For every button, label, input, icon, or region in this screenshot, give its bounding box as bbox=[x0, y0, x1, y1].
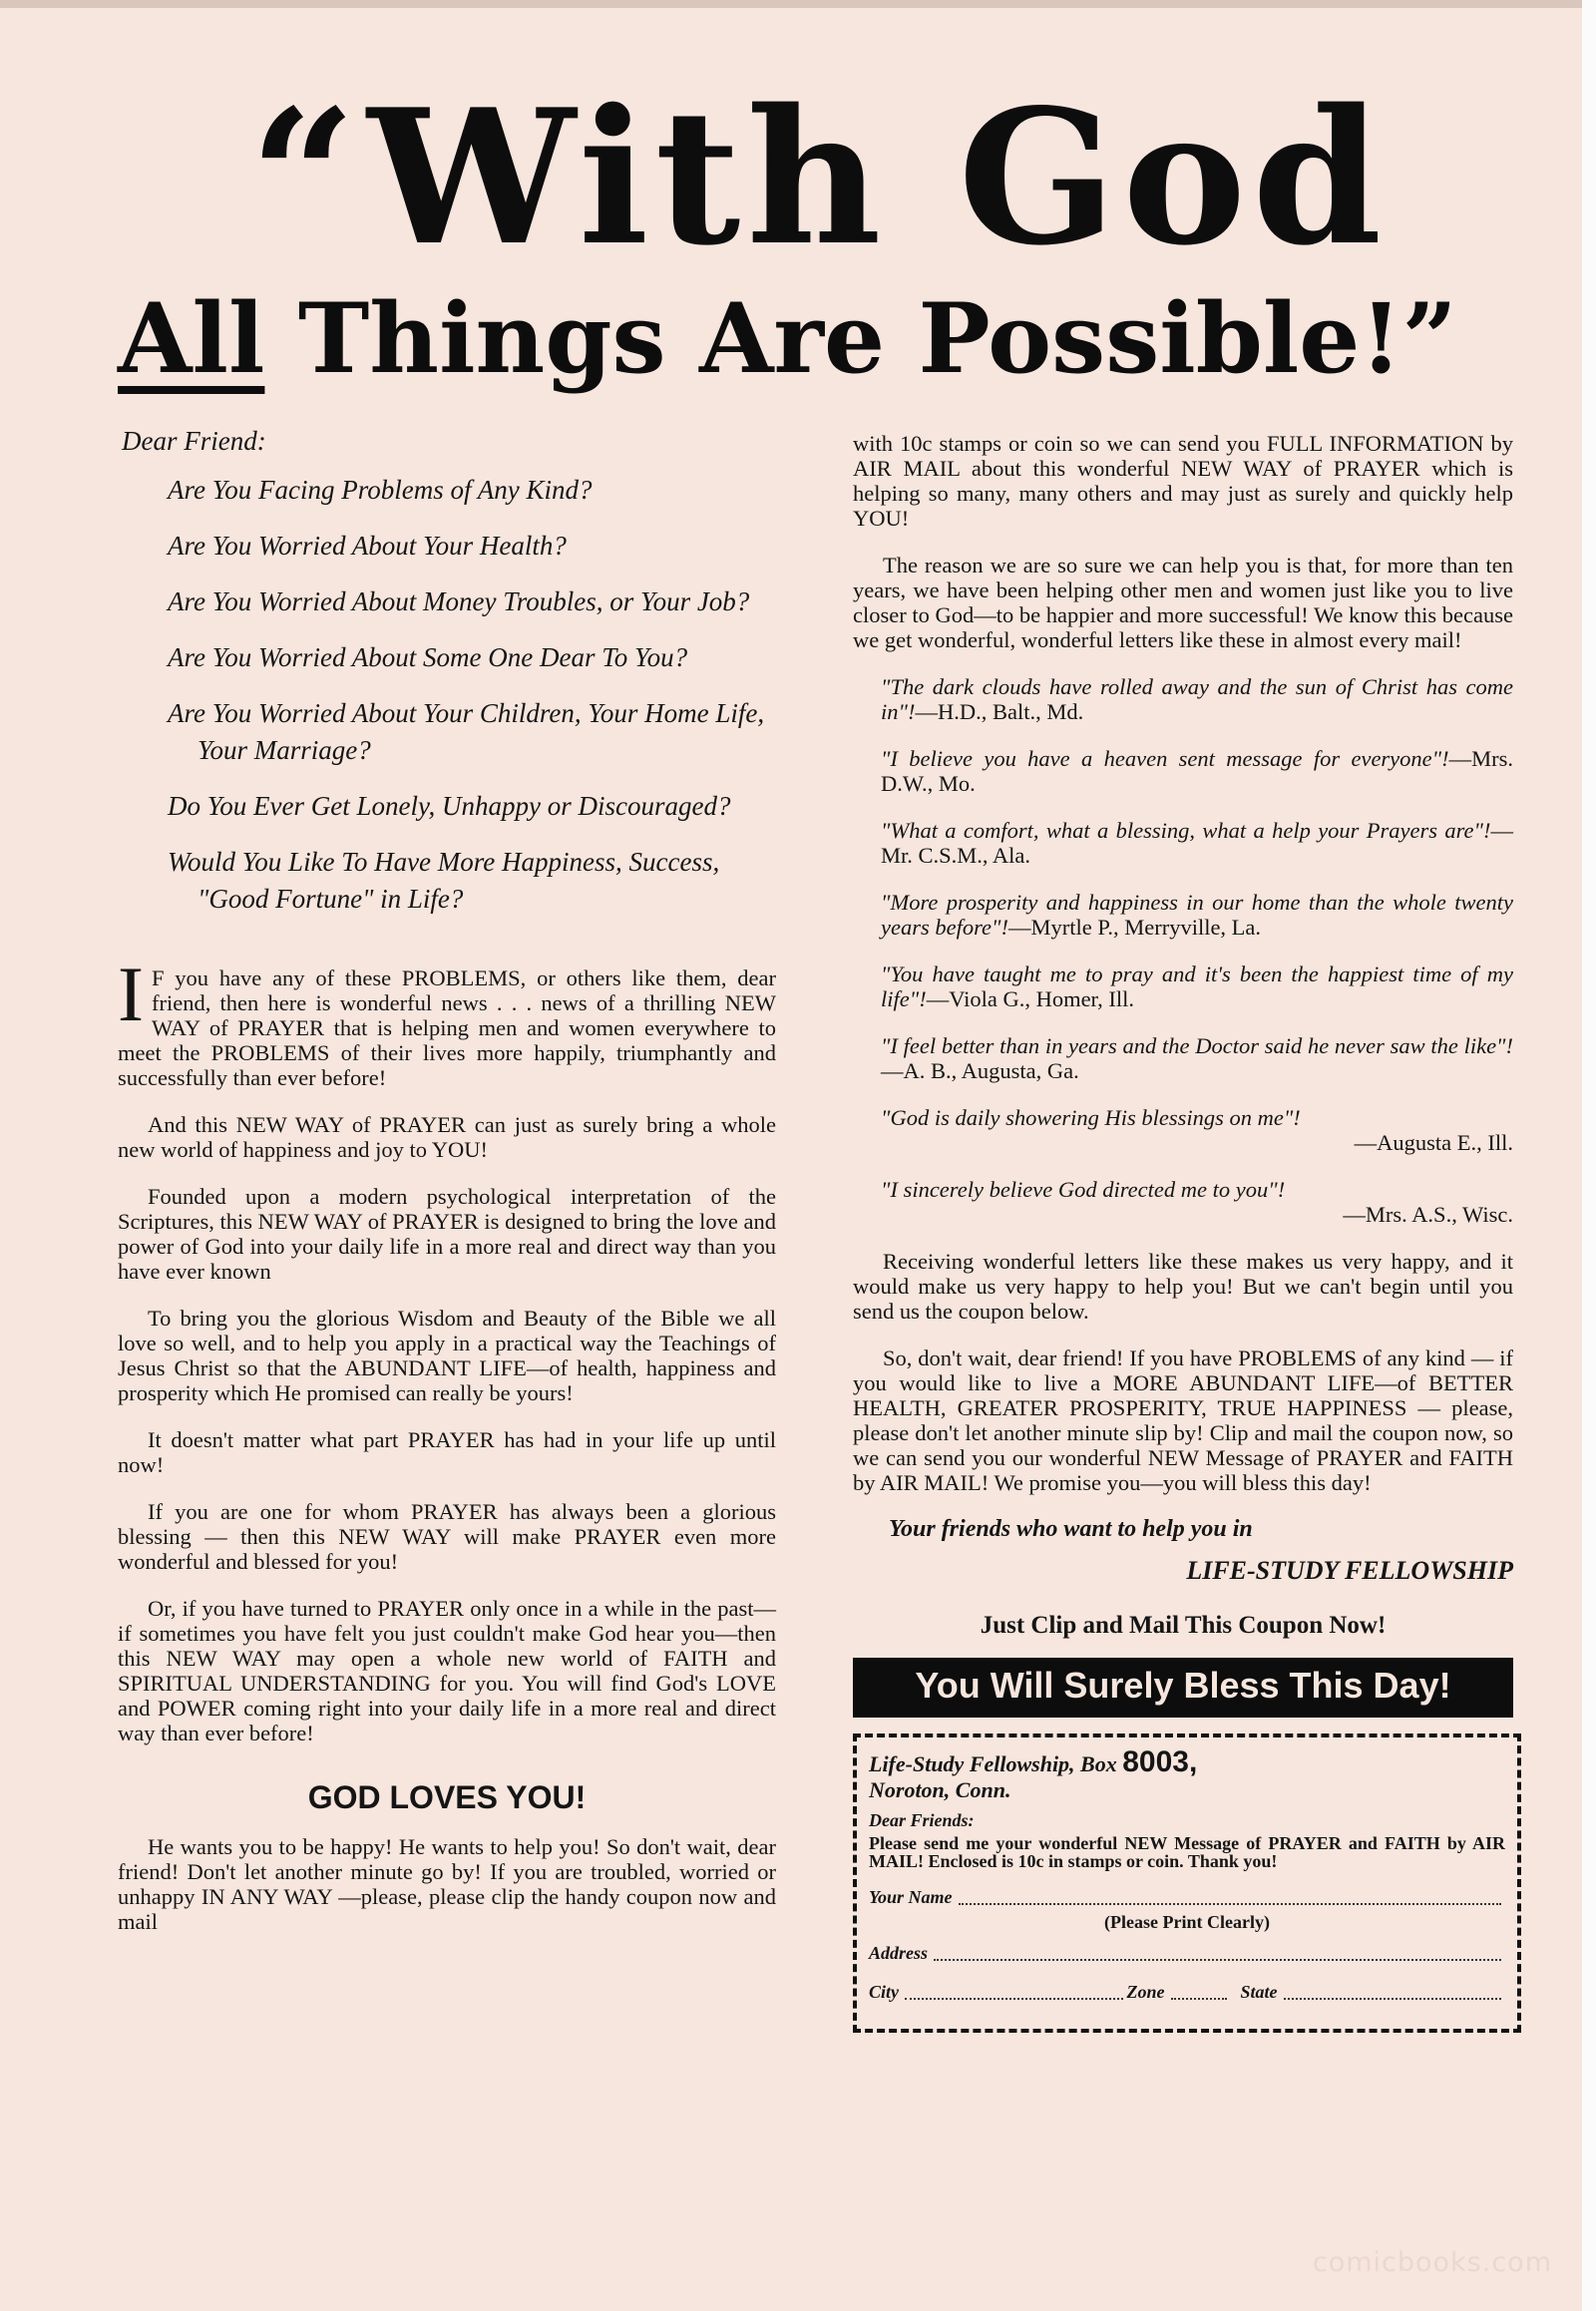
right-column bbox=[853, 431, 1513, 2033]
page-edge bbox=[1582, 0, 1596, 2311]
clip-instruction: Just Clip and Mail This Coupon Now! bbox=[980, 1612, 1387, 1639]
testimonial-signature: —Viola G., Homer, Ill. bbox=[926, 986, 1135, 1011]
testimonial-signature: —Mr. C.S.M., Ala. bbox=[881, 818, 1513, 868]
testimonial-signature: —H.D., Balt., Md. bbox=[915, 699, 1084, 724]
body-paragraph: Receiving wonderful letters like these makes us very happy, and it would make us very happy to help you! But we can't begin until you send us the coupon below. bbox=[853, 1249, 1513, 1324]
question: Are You Facing Problems of Any Kind? bbox=[168, 475, 593, 505]
coupon-banner: You Will Surely Bless This Day! bbox=[853, 1658, 1513, 1718]
testimonial-quote: "God is daily showering His blessings on me"! bbox=[881, 1105, 1301, 1130]
testimonial-signature: —A. B., Augusta, Ga. bbox=[881, 1058, 1079, 1083]
left-column bbox=[118, 426, 776, 1956]
name-line[interactable] bbox=[959, 1901, 1501, 1905]
testimonial-quote: "I feel better than in years and the Doctor said he never saw the like"! bbox=[881, 1033, 1513, 1058]
coupon-address-line-2: Noroton, Conn. bbox=[869, 1777, 1011, 1802]
testimonial-quote: "You have taught me to pray and it's been the happiest time of my life"! bbox=[881, 962, 1513, 1011]
testimonial-quote: "The dark clouds have rolled away and the sun of Christ has come in"! bbox=[881, 674, 1513, 724]
city-line[interactable] bbox=[905, 1996, 1123, 2000]
headline-underlined-word: All bbox=[118, 282, 265, 395]
page-top-strip bbox=[0, 0, 1586, 8]
testimonial-signature: —Mrs. A.S., Wisc. bbox=[1343, 1202, 1513, 1227]
zone-line[interactable] bbox=[1171, 1996, 1227, 2000]
testimonial-signature: —Augusta E., Ill. bbox=[1354, 1130, 1513, 1155]
coupon-address-line-1: Life-Study Fellowship, Box bbox=[869, 1751, 1123, 1776]
state-label: State bbox=[1240, 1982, 1278, 2002]
greeting: Dear Friend: bbox=[122, 426, 266, 456]
body-paragraph: Or, if you have turned to PRAYER only once in a while in the past—if sometimes you have felt you just couldn't make God hear you—then this NEW WAY may open a whole new world of FAITH and SPIRITUAL UNDERSTANDING for you. You will find God's LOVE and POWER coming right into your daily life in a more real and direct way than ever before! bbox=[118, 1596, 776, 1745]
body-paragraph: So, don't wait, dear friend! If you have PROBLEMS of any kind — if you would like to live a MORE ABUNDANT LIFE—of BETTER HEALTH, GREATER PROSPERITY, TRUE HAPPINESS — please, please don't let another minute slip by! Clip and mail the coupon now, so we can send you our wonderful NEW Message of PRAYER and FAITH by AIR MAIL! We promise you—you will bless this day! bbox=[853, 1346, 1513, 1495]
site-watermark: comicbooks.com bbox=[1312, 2247, 1552, 2278]
headline-line-1: “With God bbox=[249, 68, 1389, 286]
name-field[interactable] bbox=[869, 1886, 1505, 1909]
coupon-request: Please send me your wonderful NEW Message of PRAYER and FAITH by AIR MAIL! Enclosed is 10c in stamps or coin. Thank you! bbox=[869, 1833, 1505, 1871]
coupon-box-number: 8003, bbox=[1122, 1745, 1198, 1778]
print-clearly-note: (Please Print Clearly) bbox=[1104, 1912, 1270, 1932]
testimonial bbox=[881, 1105, 1513, 1155]
question: Are You Worried About Your Children, Your Home Life, Your Marriage? bbox=[168, 698, 765, 765]
question: Are You Worried About Money Troubles, or Your Job? bbox=[168, 586, 750, 616]
question: Are You Worried About Some One Dear To You? bbox=[168, 642, 688, 672]
body-paragraph: It doesn't matter what part PRAYER has had in your life up until now! bbox=[118, 1427, 776, 1477]
testimonial-quote: "What a comfort, what a blessing, what a help your Prayers are"! bbox=[881, 818, 1491, 843]
headline-rest: Things Are Possible!” bbox=[264, 282, 1457, 395]
headline-line-2 bbox=[118, 279, 1534, 399]
zone-label: Zone bbox=[1126, 1982, 1165, 2002]
name-label: Your Name bbox=[869, 1887, 953, 1907]
body-paragraph: with 10c stamps or coin so we can send you FULL INFORMATION by AIR MAIL about this wonderful NEW WAY of PRAYER which is helping so many, many others and may just as surely and quickly help YOU! bbox=[853, 431, 1513, 531]
drop-cap: I bbox=[118, 951, 144, 1037]
coupon-address bbox=[869, 1745, 1505, 1778]
city-zone-state-field[interactable] bbox=[869, 1981, 1505, 2004]
testimonial bbox=[881, 746, 1513, 796]
section-heading: GOD LOVES YOU! bbox=[307, 1779, 587, 1815]
testimonial bbox=[881, 674, 1513, 724]
testimonial bbox=[881, 1033, 1513, 1083]
address-line[interactable] bbox=[934, 1957, 1501, 1961]
testimonial-quote: "I sincerely believe God directed me to you"! bbox=[881, 1177, 1286, 1202]
coupon-salutation: Dear Friends: bbox=[869, 1810, 975, 1830]
question: Do You Ever Get Lonely, Unhappy or Discouraged? bbox=[168, 791, 731, 821]
body-paragraph: And this NEW WAY of PRAYER can just as surely bring a whole new world of happiness and joy to YOU! bbox=[118, 1112, 776, 1162]
question: Would You Like To Have More Happiness, Success, "Good Fortune" in Life? bbox=[168, 847, 720, 914]
testimonial bbox=[881, 890, 1513, 940]
body-paragraph: Founded upon a modern psychological interpretation of the Scriptures, this NEW WAY of PRAYER is designed to bring the love and power of God into your daily life in a more real and direct way than you have ever known bbox=[118, 1184, 776, 1284]
body-paragraph: If you are one for whom PRAYER has always been a glorious blessing — then this NEW WAY will make PRAYER even more wonderful and blessed for you! bbox=[118, 1499, 776, 1574]
body-paragraph: The reason we are so sure we can help you is that, for more than ten years, we have been helping other men and women just like you to live closer to God—to be happier and more successful! We know this because we get wonderful, wonderful letters like these in almost every mail! bbox=[853, 553, 1513, 652]
body-paragraph bbox=[118, 951, 776, 1090]
testimonial bbox=[881, 1177, 1513, 1227]
paragraph-text: F you have any of these PROBLEMS, or others like them, dear friend, then here is wonderful news . . . news of a thrilling NEW WAY of PRAYER that is helping men and women everywhere to meet the PROBLEMS of their lives more happily, triumphantly and successfully than ever before! bbox=[118, 965, 776, 1090]
body-paragraph: He wants you to be happy! He wants to help you! So don't wait, dear friend! Don't let another minute go by! If you are troubled, worried or unhappy IN ANY WAY —please, please clip the handy coupon now and mail bbox=[118, 1834, 776, 1934]
city-label: City bbox=[869, 1982, 899, 2002]
signature: LIFE-STUDY FELLOWSHIP bbox=[1186, 1556, 1513, 1585]
state-line[interactable] bbox=[1284, 1996, 1502, 2000]
testimonial-quote: "I believe you have a heaven sent message for everyone"! bbox=[881, 746, 1449, 771]
testimonial-signature: —Myrtle P., Merryville, La. bbox=[1007, 915, 1262, 940]
question: Are You Worried About Your Health? bbox=[168, 531, 567, 561]
body-paragraph: To bring you the glorious Wisdom and Beauty of the Bible we all love so well, and to help you apply in a practical way the Teachings of Jesus Christ so that the ABUNDANT LIFE—of health, happiness and prosperity which He promised can really be yours! bbox=[118, 1306, 776, 1405]
address-field[interactable] bbox=[869, 1942, 1505, 1965]
testimonial-signature: —Mrs. D.W., Mo. bbox=[881, 746, 1513, 796]
testimonial bbox=[881, 818, 1513, 868]
address-label: Address bbox=[869, 1943, 929, 1963]
mail-coupon[interactable] bbox=[853, 1733, 1521, 2033]
sign-off: Your friends who want to help you in bbox=[889, 1516, 1253, 1542]
testimonial-quote: "More prosperity and happiness in our home than the whole twenty years before"! bbox=[881, 890, 1513, 940]
testimonial bbox=[881, 962, 1513, 1011]
